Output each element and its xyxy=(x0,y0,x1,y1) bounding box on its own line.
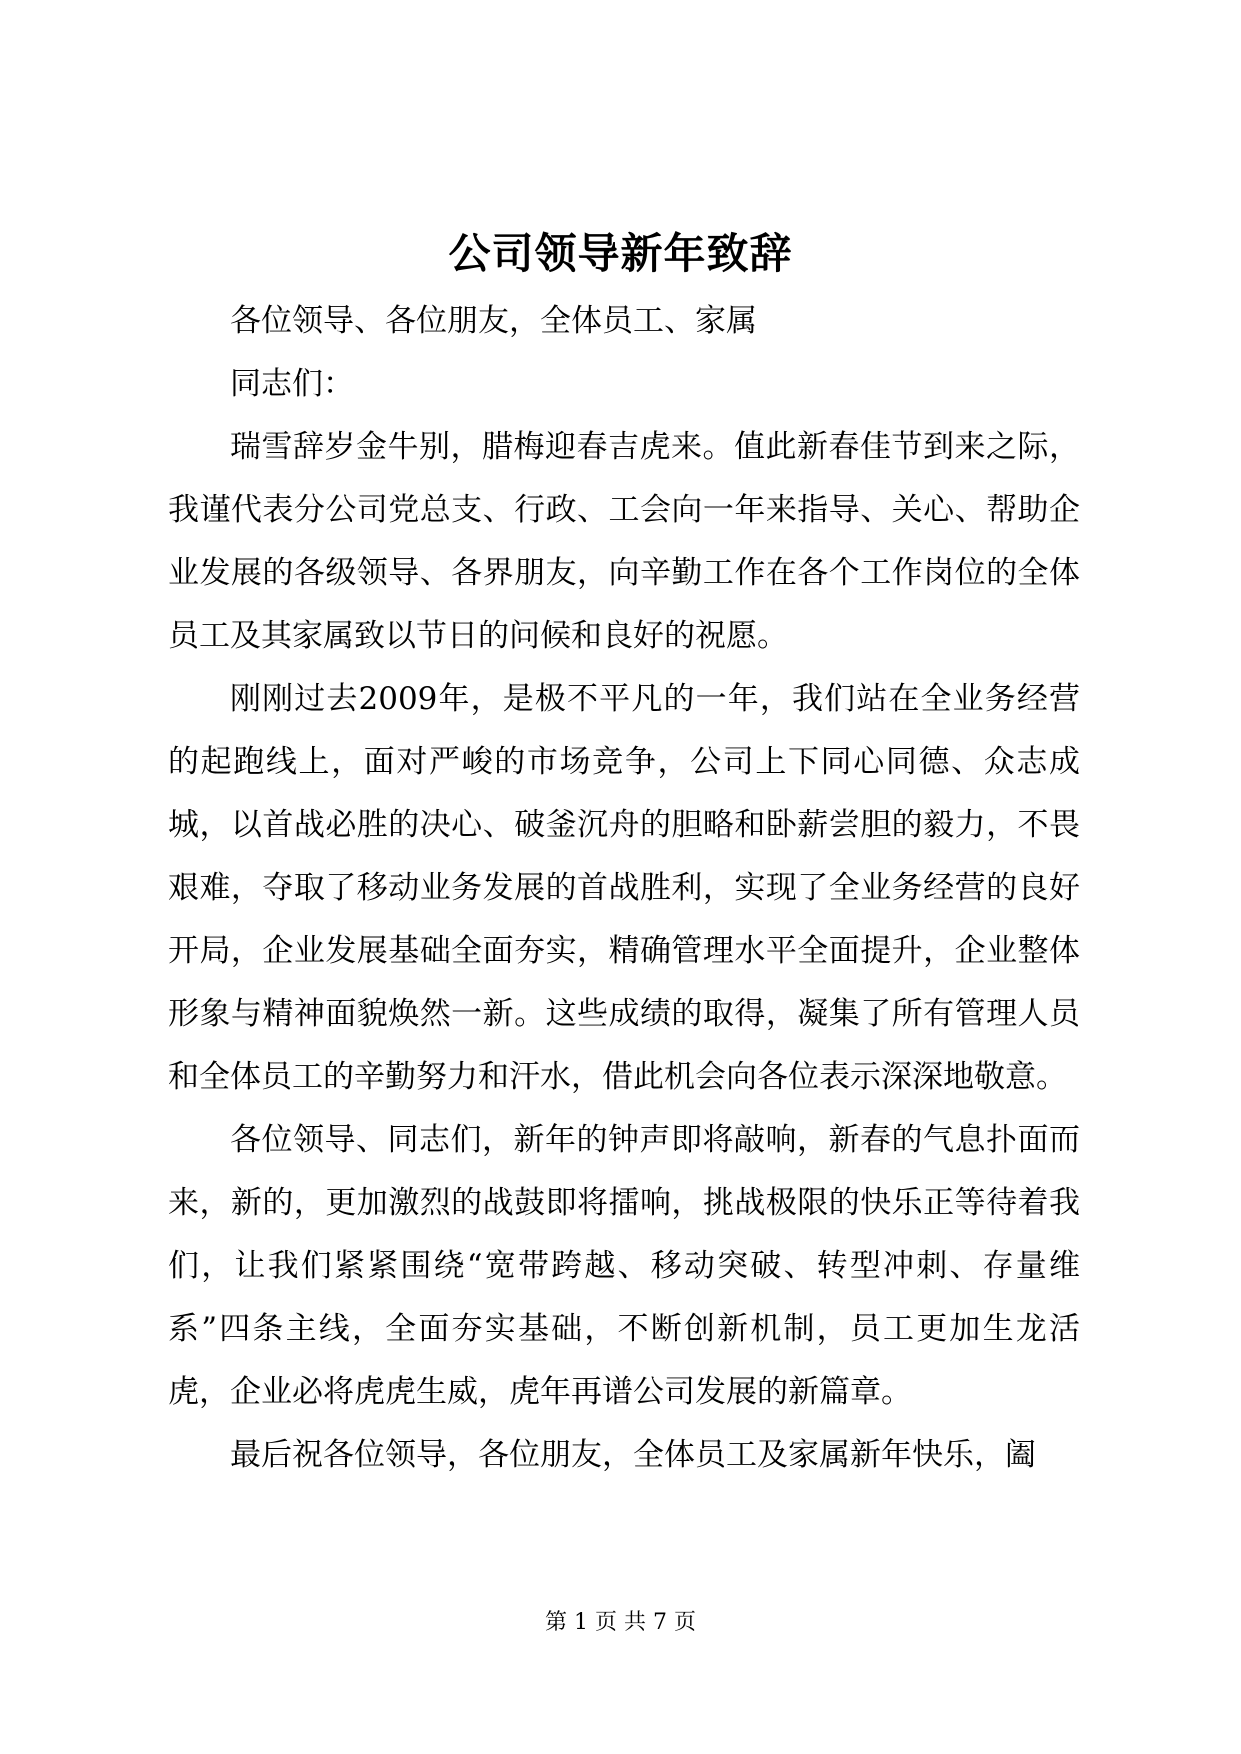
salutation-line: 各位领导、各位朋友，全体员工、家属 xyxy=(230,303,757,339)
paragraph-greeting: 瑞雪辞岁金牛别，腊梅迎春吉虎来。值此新春佳节到来之际，我谨代表分公司党总支、行政、工会向一年来指导、关心、帮助企业发展的各级领导、各界朋友，向辛勤工作在各个工作岗位的全体员工及其家属致以节日的问候和良好的祝愿。 xyxy=(168,429,1080,654)
document-title: 公司领导新年致辞 xyxy=(448,229,793,278)
salutation-comrades: 同志们： xyxy=(230,366,354,402)
document-body xyxy=(168,290,1080,1487)
paragraph-closing: 最后祝各位领导，各位朋友，全体员工及家属新年快乐，阖 xyxy=(230,1437,1036,1473)
page-number-footer: 第 1 页 共 7 页 xyxy=(545,1610,696,1635)
paragraph-review: 刚刚过去2009年，是极不平凡的一年，我们站在全业务经营的起跑线上，面对严峻的市场竞争，公司上下同心同德、众志成城，以首战必胜的决心、破釜沉舟的胆略和卧薪尝胆的毅力，不畏艰难，夺取了移动业务发展的首战胜利，实现了全业务经营的良好开局，企业发展基础全面夯实，精确管理水平全面提升，企业整体形象与精神面貌焕然一新。这些成绩的取得，凝集了所有管理人员和全体员工的辛勤努力和汗水，借此机会向各位表示深深地敬意。 xyxy=(168,681,1080,1095)
paragraph-outlook: 各位领导、同志们，新年的钟声即将敲响，新春的气息扑面而来，新的，更加激烈的战鼓即将擂响，挑战极限的快乐正等待着我们，让我们紧紧围绕“宽带跨越、移动突破、转型冲刺、存量维系”四条主线，全面夯实基础，不断创新机制，员工更加生龙活虎，企业必将虎虎生威，虎年再谱公司发展的新篇章。 xyxy=(168,1122,1080,1410)
